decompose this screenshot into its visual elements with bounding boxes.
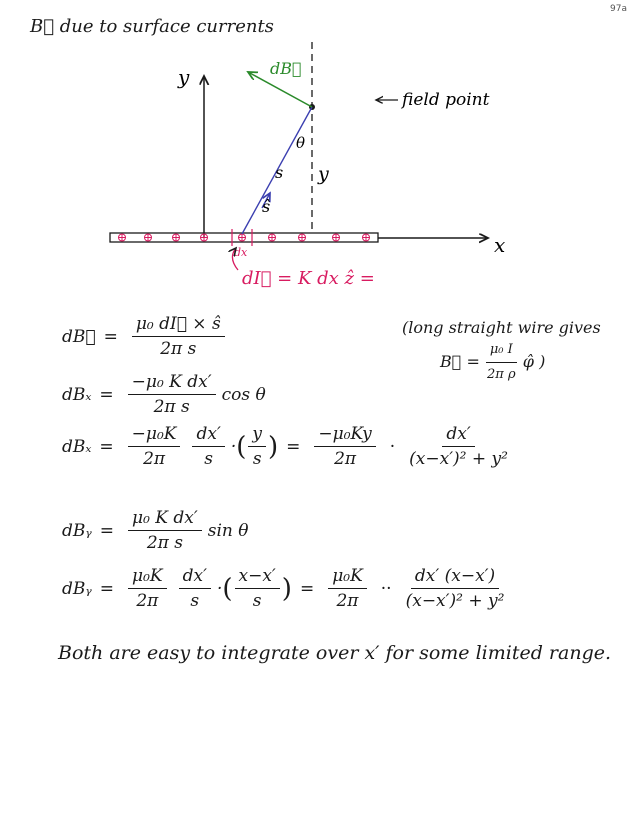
current-symbols [119,234,370,241]
eq-dBy-2-f2-num: dx′ [179,566,211,589]
page-title: B⃗ due to surface currents [30,16,274,37]
eq-dBx-1-numerator: −μ₀ K dx′ [128,372,216,395]
eq-dBx-2-f4-num: −μ₀Ky [314,424,375,447]
current-element-label: dI⃗ = K dx ẑ = [242,268,375,289]
eq-dBy-2: dBᵧ = $\frac{\text{μ₀K}}{2\pi}$ $\frac{dx'}{s}$ · ( $\frac{x-x'}{s}$ ) = $\frac{\text{μ₀K}}{2\pi}$ ·· $\frac{dx' (x-x')}{\text{(x−x′)² + y²}}$ [62,566,505,611]
eq-dBy-2-f1-num: μ₀K [128,566,167,589]
theta-label: θ [296,134,306,152]
eq-dBy-2-f2-den: s [190,591,200,611]
eq-dB-equals: = [103,326,118,347]
eq-dBx-2-f2-num: dx′ [192,424,224,447]
eq-dB-denominator: 2π s [160,339,197,359]
eq-dBy-2-f3-den: s [252,591,262,611]
eq-dBx-2-f1-num: −μ₀K [128,424,181,447]
eq-dBy-1-lhs: dBᵧ [62,520,92,541]
eq-dBx-1-tail: cos θ [221,384,266,405]
page-number: 97a [610,4,627,14]
eq-dBx-2-f2-den: s [204,449,214,469]
eq-dBy-2-f4-num: μ₀K [328,566,367,589]
conclusion-text: Both are easy to integrate over x′ for some limited range. [58,642,612,664]
eq-dB [62,314,231,359]
s-label: s [275,163,284,182]
eq-dBx-1-lhs: dBₓ [62,384,92,405]
eq-dBx-2-f5-num: dx′ [442,424,474,447]
eq-dBx-1 [62,372,266,417]
eq-dBy-2-f5-num: dx′ (x−x′) [411,566,499,589]
wire-note-line1: (long straight wire gives [402,318,601,337]
eq-dB-lhs: dB⃗ [62,326,96,347]
eq-dBy-1-tail: sin θ [207,520,249,541]
eq-dBx-2-f3-den: s [252,449,262,469]
surface-current-diagram [0,0,637,300]
eq-dBx-2-f3-num: y [248,424,266,447]
dB-vector-label: dB⃗ [270,59,302,78]
wire-note-tail: φ̂ ) [522,352,546,371]
eq-dBy-2-f1-den: 2π [136,591,159,611]
eq-dBx-2: dBₓ = $\frac{\text{−μ₀K}}{2\pi}$ $\frac{dx'}{s}$ · ( $\frac{y}{s}$ ) = $\frac{\text{−μ₀Ky}}{2\pi}$ · $\frac{dx'}{\text{(x−x′)² + y²}}$ [62,424,508,469]
eq-dBx-1-denominator: 2π s [153,397,190,417]
eq-dBy-2-lhs: dBᵧ [62,578,92,599]
eq-dBy-1-denominator: 2π s [146,533,183,553]
wire-note [402,316,601,384]
eq-dBy-1-numerator: μ₀ K dx′ [128,508,202,531]
wire-note-numerator: μ₀ I [486,340,517,363]
eq-dBx-1-equals: = [99,384,114,405]
eq-dBx-2-f4-den: 2π [334,449,357,469]
eq-dBx-2-f5-den: (x−x′)² + y² [409,449,508,469]
eq-dB-fraction [132,314,225,359]
field-point-label: field point [402,90,490,110]
x-axis-label: x [494,233,506,257]
eq-dBy-1: dBᵧ = $\frac{\text{μ₀ K dx′}}{\text{2π s}}$ sin θ [62,508,249,553]
wire-note-lhs: B⃗ = [440,352,480,371]
eq-dBy-2-f3-num: x−x′ [235,566,280,589]
eq-dB-numerator: μ₀ dI⃗ × ŝ [132,314,225,337]
s-hat-label: ŝ [262,197,271,216]
y-axis-label: y [178,65,190,89]
height-y-label: y [318,163,329,185]
dx-label: dx [234,246,248,259]
eq-dBx-2-f1-den: 2π [143,449,166,469]
eq-dBy-2-f5-den: (x−x′)² + y² [405,591,505,611]
eq-dBx-2-lhs: dBₓ [62,436,92,457]
wire-note-denominator: 2π ρ [487,366,516,382]
eq-dBy-2-f4-den: 2π [336,591,359,611]
